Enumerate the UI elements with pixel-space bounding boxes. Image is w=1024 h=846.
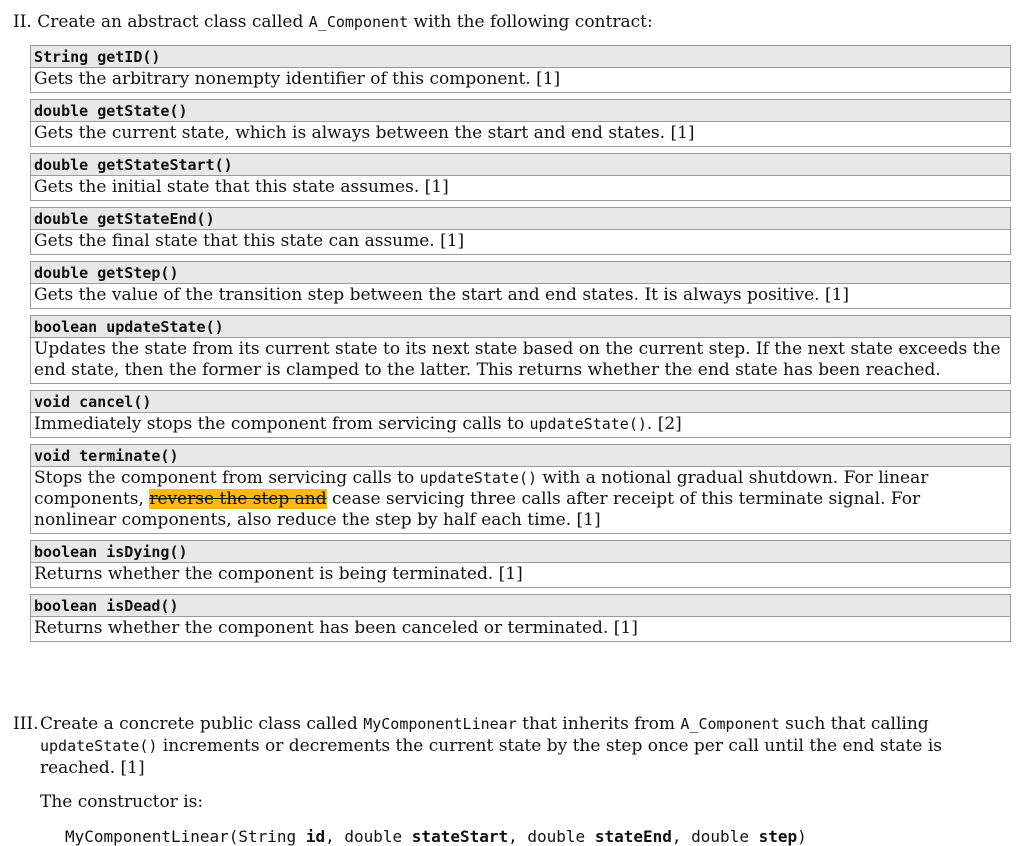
section-number: II. [13,12,32,32]
desc-text: with a notional gradual shutdown. For linear components, [34,468,929,509]
ctor-type: String [238,827,306,846]
desc-text: Stops the component from servicing calls to [34,468,420,488]
method-description: Gets the initial state that this state assumes. [1] [30,176,1011,201]
constructor-label: The constructor is: [40,792,204,812]
section-3 [13,713,1013,846]
method-signature: void terminate() [30,444,1011,467]
ctor-param: stateStart [411,827,509,846]
contract-table [30,45,1011,648]
method-block [30,315,1011,384]
method-signature: void cancel() [30,390,1011,413]
ctor-close: ) [797,827,807,846]
method-description [30,413,1011,438]
class-name-code: MyComponentLinear [363,715,517,733]
ctor-name: MyComponentLinear( [65,827,239,846]
method-block [30,45,1011,93]
class-name-code: A_Component [308,13,409,31]
ctor-type: double [527,827,595,846]
method-block [30,444,1011,534]
intro-text: Create an abstract class called [37,12,309,32]
method-description: Updates the state from its current state to its next state based on the current step. If the next state exceeds the end state, then the former is clamped to the latter. This returns whether the end state has been reached. [30,338,1011,384]
ctor-param: stateEnd [594,827,672,846]
method-block [30,390,1011,438]
method-signature: double getState() [30,99,1011,122]
ctor-param: id [305,827,326,846]
inline-code: updateState() [529,415,647,433]
method-block [30,153,1011,201]
method-code: updateState() [40,737,158,755]
desc-text: . [2] [646,414,682,434]
parent-class-code: A_Component [680,715,780,733]
method-description: Gets the final state that this state can assume. [1] [30,230,1011,255]
para-text: such that calling [779,714,929,734]
method-description: Returns whether the component is being terminated. [1] [30,563,1011,588]
section-2 [13,10,1013,34]
method-description [30,467,1011,534]
method-signature: String getID() [30,45,1011,68]
method-block [30,207,1011,255]
intro-text-end: with the following contract: [408,12,653,32]
ctor-sep: , [508,827,528,846]
desc-text: Immediately stops the component from servicing calls to [34,414,530,434]
method-signature: double getStateEnd() [30,207,1011,230]
method-description: Returns whether the component has been canceled or terminated. [1] [30,617,1011,642]
para-text: increments or decrements the current state by the step once per call until the end state is reached. [1] [40,736,943,778]
section-2-intro [13,10,1013,34]
section-3-paragraph [13,713,1013,735]
ctor-type: double [344,827,412,846]
method-description: Gets the arbitrary nonempty identifier of this component. [1] [30,68,1011,93]
ctor-sep: , [325,827,345,846]
para-text: Create a concrete public class called [40,714,364,734]
method-signature: double getStep() [30,261,1011,284]
method-block [30,540,1011,588]
ctor-param: step [758,827,798,846]
method-block [30,99,1011,147]
method-description: Gets the current state, which is always between the start and end states. [1] [30,122,1011,147]
method-block [30,594,1011,642]
method-signature: double getStateStart() [30,153,1011,176]
method-signature: boolean updateState() [30,315,1011,338]
inline-code: updateState() [419,469,538,487]
section-number: III. [13,714,39,734]
constructor-signature [13,827,1013,846]
method-signature: boolean isDead() [30,594,1011,617]
ctor-type: double [691,827,759,846]
para-text: that inherits from [516,714,681,734]
desc-text: cease servicing three calls after receipt of this terminate signal. For nonlinear components, also reduce the step by half each time. [1] [34,489,921,530]
method-description: Gets the value of the transition step between the start and end states. It is always positive. [1] [30,284,1011,309]
struck-highlighted-text: reverse the step and [149,489,327,509]
section-3-paragraph-cont [13,735,1013,779]
method-signature: boolean isDying() [30,540,1011,563]
method-block [30,261,1011,309]
ctor-sep: , [671,827,692,846]
